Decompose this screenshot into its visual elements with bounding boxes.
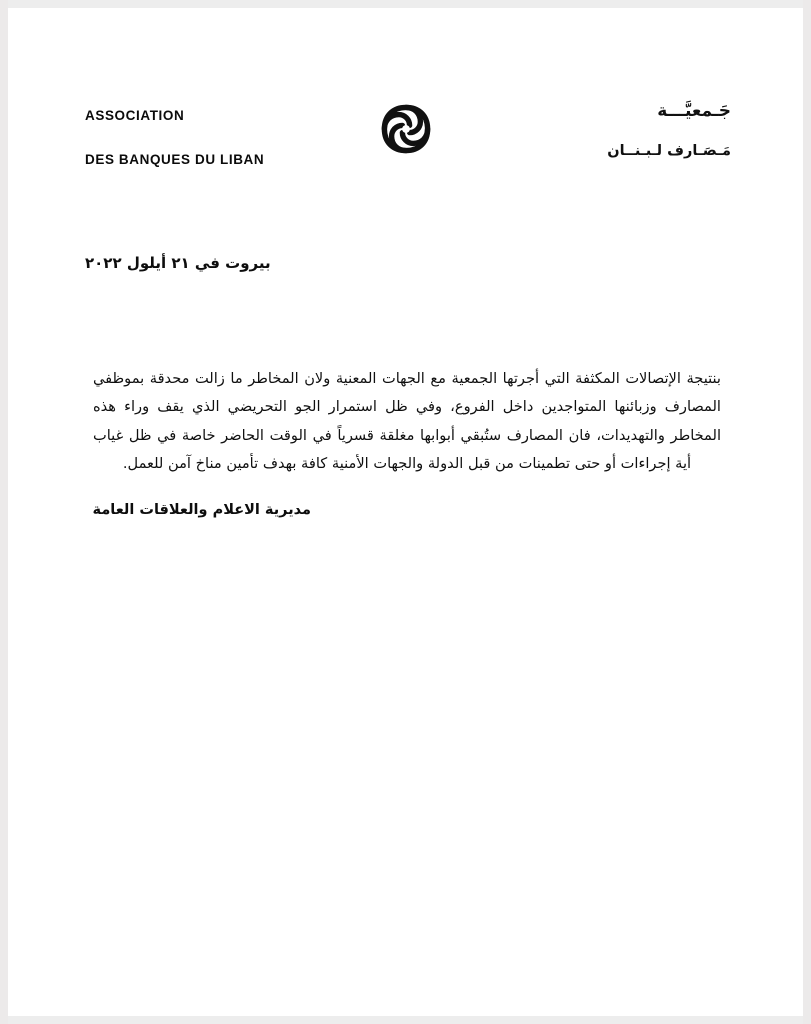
signature-department: مديرية الاعلام والعلاقات العامة xyxy=(92,502,311,518)
association-name-arabic-line1: جَـمعيَّـــة xyxy=(657,101,731,121)
letterhead xyxy=(8,93,803,193)
association-name-line1: ASSOCIATION xyxy=(85,108,185,123)
page-edge-top xyxy=(0,0,811,8)
date-line: بيروت في ٢١ أيلول ٢٠٢٢ xyxy=(85,254,271,272)
association-name-line2: DES BANQUES DU LIBAN xyxy=(85,152,265,167)
statement-body: بنتيجة الإتصالات المكثفة التي أجرتها الجمعية مع الجهات المعنية ولان المخاطر ما زالت محدقة بموظفي المصارف وزبائنها المتواجدين داخل الفروع، وفي ظل استمرار الجو التحريضي الذي يقف وراء هذه المخاطر والتهديدات، فان المصارف ستُبقي أبوابها مغلقة قسرياً في الوقت الحاضر خاصة في ظل غياب أية إجراءات أو حتى تطمينات من قبل الدولة والجهات الأمنية كافة بهدف تأمين مناخ آمن للعمل. xyxy=(93,370,721,473)
page-edge-left xyxy=(0,0,8,1024)
association-name-arabic-line2: مَـصَـارف لـبـنــان xyxy=(607,143,731,159)
document-sheet xyxy=(8,8,803,1016)
page-edge-bottom xyxy=(0,1016,811,1024)
page-edge-right xyxy=(803,0,811,1024)
